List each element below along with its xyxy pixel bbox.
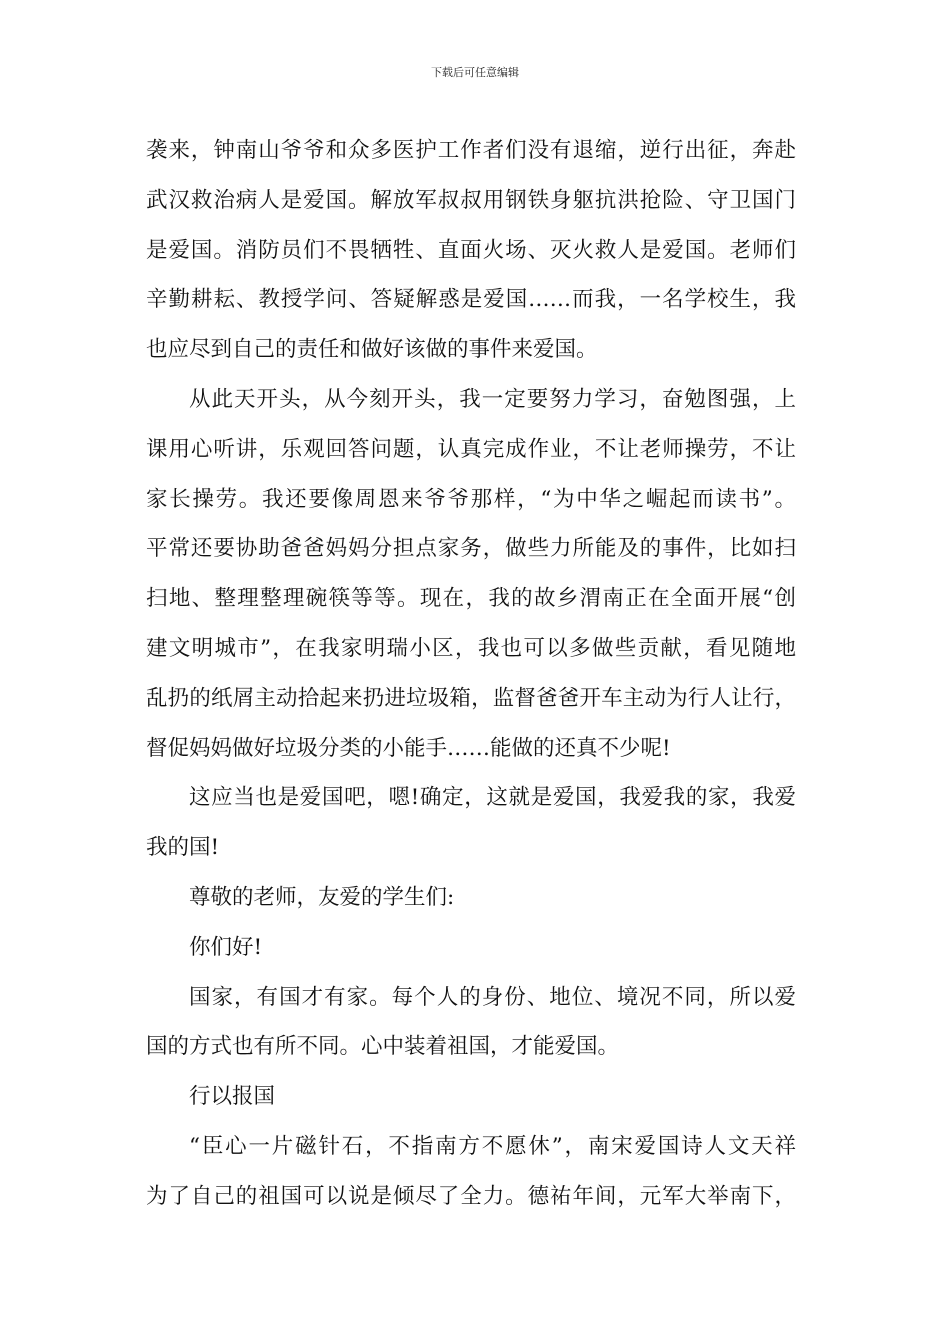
text-line: 平常还要协助爸爸妈妈分担点家务，做些力所能及的事件，比如扫 [146, 536, 796, 562]
text-line: 袭来，钟南山爷爷和众多医护工作者们没有退缩，逆行出征，奔赴 [146, 138, 796, 163]
text-line: 也应尽到自己的责任和做好该做的事件来爱国。 [146, 337, 598, 363]
text-line: 我的国! [146, 835, 220, 861]
text-line: 你们好! [189, 934, 263, 960]
page-header: 下载后可任意编辑 [431, 66, 519, 79]
text-line: 尊敬的老师，友爱的学生们: [189, 884, 455, 910]
text-line: 课用心听讲，乐观回答问题，认真完成作业，不让老师操劳，不让 [146, 436, 796, 462]
text-line: 国的方式也有所不同。心中装着祖国，才能爱国。 [146, 1034, 620, 1060]
text-line: 国家，有国才有家。每个人的身份、地位、境况不同，所以爱 [189, 984, 796, 1010]
text-line: 督促妈妈做好垃圾分类的小能手……能做的还真不少呢! [146, 735, 671, 761]
document-body [146, 126, 796, 1222]
text-line: 这应当也是爱国吧，嗯!确定，这就是爱国，我爱我的家，我爱 [189, 785, 796, 811]
text-line: 辛勤耕耘、教授学问、答疑解惑是爱国……而我，一名学校生，我 [146, 287, 796, 313]
text-line: 为了自己的祖国可以说是倾尽了全力。德祐年间，元军大举南下， [146, 1183, 796, 1209]
text-line: 扫地、整理整理碗筷等等。现在，我的故乡渭南正在全面开展“创 [146, 586, 796, 612]
text-line: 乱扔的纸屑主动拾起来扔进垃圾箱，监督爸爸开车主动为行人让行， [146, 685, 796, 711]
text-line: 行以报国 [189, 1084, 276, 1110]
text-line: 建文明城市”，在我家明瑞小区，我也可以多做些贡献，看见随地 [146, 635, 796, 661]
text-line: 是爱国。消防员们不畏牺牲、直面火场、灭火救人是爱国。老师们 [146, 237, 796, 263]
text-line: “臣心一片磁针石，不指南方不愿休”，南宋爱国诗人文天祥 [189, 1133, 796, 1159]
text-line: 从此天开头，从今刻开头，我一定要努力学习，奋勉图强，上 [189, 386, 796, 412]
text-line: 武汉救治病人是爱国。解放军叔叔用钢铁身躯抗洪抢险、守卫国门 [146, 187, 796, 213]
text-line: 家长操劳。我还要像周恩来爷爷那样，“为中华之崛起而读书”。 [146, 486, 796, 512]
